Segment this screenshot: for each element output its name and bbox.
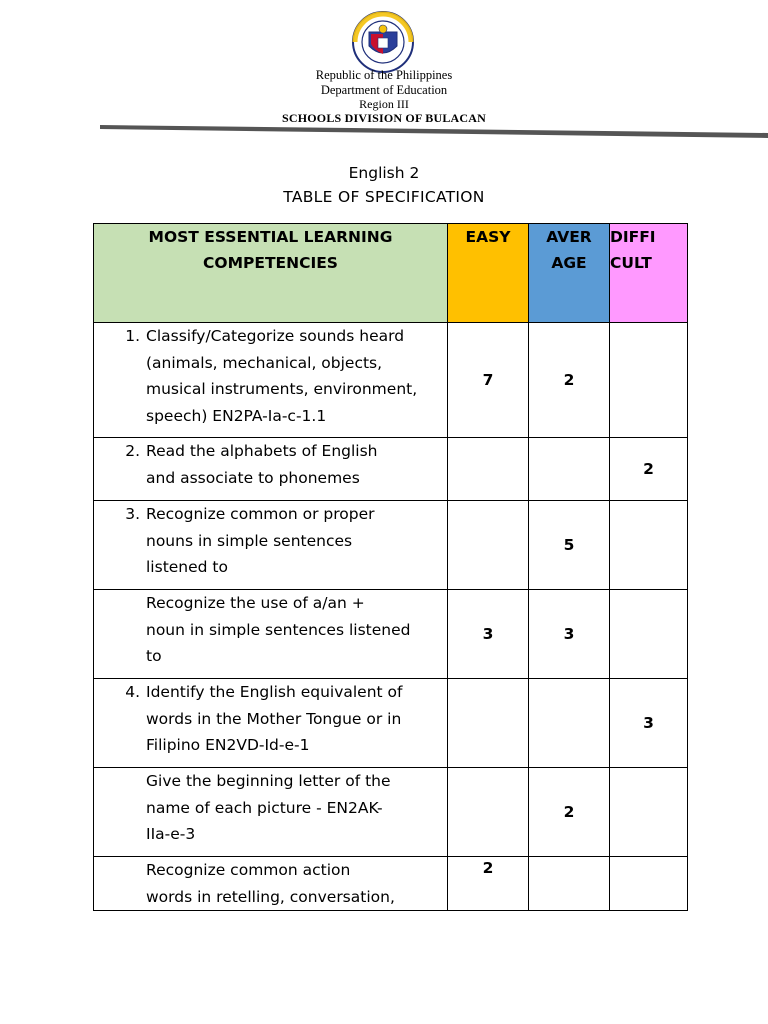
average-count: 5 (529, 501, 610, 590)
item-number: 4. (125, 683, 140, 701)
average-count: 3 (529, 590, 610, 679)
competency-line: to (146, 647, 162, 665)
easy-count (448, 768, 529, 857)
table-row (94, 590, 688, 679)
header-average: AVER AGE (529, 224, 610, 323)
competency-line: Filipino EN2VD-Id-e-1 (146, 736, 310, 754)
table-header-row (94, 224, 688, 323)
competency-line: noun in simple sentences listened (146, 620, 411, 639)
competency-cell (94, 438, 448, 501)
specification-table (93, 223, 688, 911)
header-easy: EASY (448, 224, 529, 323)
easy-count (448, 679, 529, 768)
competency-line: Recognize common action (146, 861, 351, 879)
subject-title: English 2 (348, 164, 420, 182)
letterhead-division: SCHOOLS DIVISION OF BULACAN (282, 111, 486, 125)
easy-count: 3 (448, 590, 529, 679)
table-row (94, 679, 688, 768)
average-count: 2 (529, 768, 610, 857)
easy-count (448, 438, 529, 501)
header-competencies: MOST ESSENTIAL LEARNING COMPETENCIES (94, 224, 448, 323)
difficult-count: 2 (610, 438, 688, 501)
competency-line: words in retelling, conversation, (146, 887, 395, 906)
item-number: 2. (125, 442, 140, 460)
easy-count: 7 (448, 323, 529, 438)
difficult-count (610, 857, 688, 911)
item-number: 1. (125, 327, 140, 345)
average-count (529, 857, 610, 911)
competency-line: speech) EN2PA-Ia-c-1.1 (146, 406, 327, 425)
letterhead-department: Department of Education (320, 83, 448, 97)
competency-line: words in the Mother Tongue or in (146, 709, 402, 728)
competency-cell (94, 323, 448, 438)
competency-line: Give the beginning letter of the (146, 772, 391, 790)
deped-seal-logo (347, 10, 419, 74)
competency-cell (94, 679, 448, 768)
competency-line: name of each picture - EN2AK- (146, 798, 383, 817)
table-row (94, 501, 688, 590)
competency-line: musical instruments, environment, (146, 380, 418, 398)
table-row (94, 323, 688, 438)
average-count (529, 679, 610, 768)
difficult-count: 3 (610, 679, 688, 768)
difficult-count (610, 590, 688, 679)
difficult-count (610, 768, 688, 857)
letterhead-region: Region III (359, 97, 409, 111)
competency-line: nouns in simple sentences (146, 531, 353, 550)
competency-line: Read the alphabets of English (146, 442, 378, 460)
difficult-count (610, 323, 688, 438)
competency-cell (94, 857, 448, 911)
competency-line: and associate to phonemes (146, 468, 360, 487)
competency-cell (94, 768, 448, 857)
competency-line: Classify/Categorize sounds heard (146, 327, 405, 345)
document-title: TABLE OF SPECIFICATION (283, 188, 485, 206)
competency-cell (94, 590, 448, 679)
easy-count (448, 501, 529, 590)
table-row (94, 857, 688, 911)
item-number (94, 857, 146, 910)
average-count (529, 438, 610, 501)
competency-line: Identify the English equivalent of (146, 683, 403, 701)
competency-line: Recognize the use of a/an + (146, 594, 365, 612)
competency-line: listened to (146, 558, 228, 576)
letterhead-republic: Republic of the Philippines (315, 68, 453, 82)
competency-line: (animals, mechanical, objects, (146, 353, 383, 372)
item-number (94, 590, 146, 670)
item-number: 3. (125, 505, 140, 523)
table-row (94, 438, 688, 501)
item-number (94, 768, 146, 848)
competency-cell (94, 501, 448, 590)
header-difficult: DIFFI CULT (610, 224, 688, 323)
difficult-count (610, 501, 688, 590)
competency-line: Recognize common or proper (146, 505, 375, 523)
letterhead-divider (0, 120, 768, 144)
average-count: 2 (529, 323, 610, 438)
competency-line: IIa-e-3 (146, 825, 196, 843)
table-row (94, 768, 688, 857)
easy-count: 2 (448, 857, 529, 911)
